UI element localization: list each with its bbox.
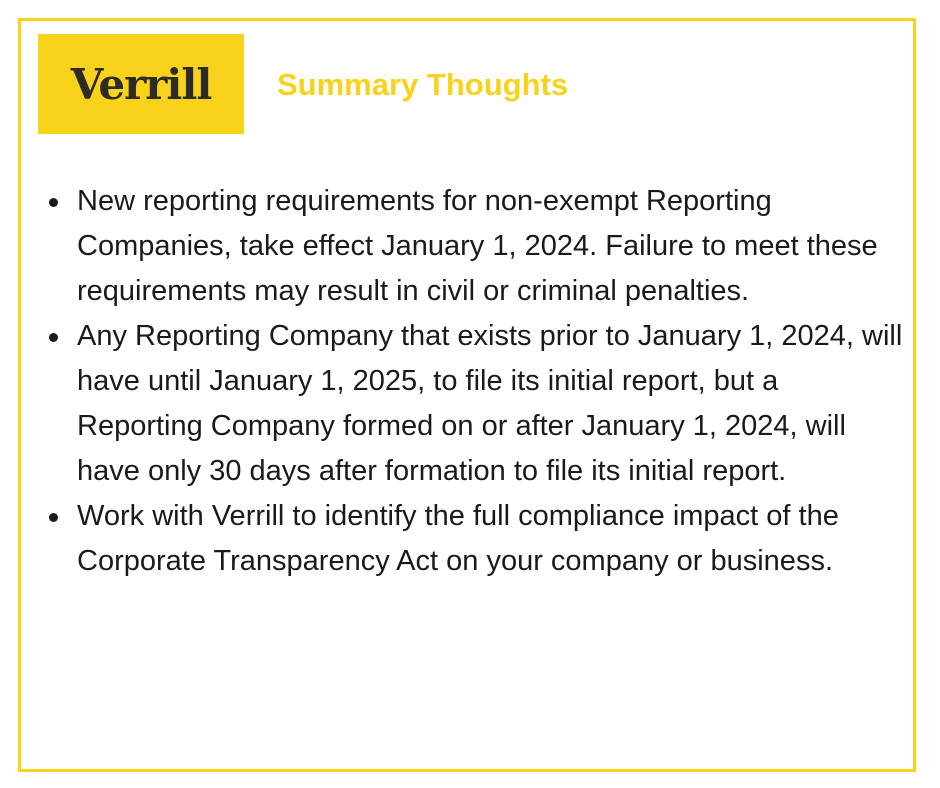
list-item xyxy=(77,179,907,314)
summary-card xyxy=(18,18,916,772)
bullet-icon xyxy=(49,333,58,342)
section-heading: Summary Thoughts xyxy=(277,67,569,102)
summary-list xyxy=(77,179,907,584)
verrill-logo xyxy=(38,34,244,134)
bullet-icon xyxy=(49,198,58,207)
list-item-text: Work with Verrill to identify the full compliance impact of the Corporate Transparency Act on your company or business. xyxy=(77,500,839,577)
logo-wordmark: Verrill xyxy=(70,59,212,109)
list-item-text: Any Reporting Company that exists prior to January 1, 2024, will have until January 1, 2025, to file its initial report, but a Reporting Company formed on or after January 1, 2024, will have only 30 days after formation to file its initial report. xyxy=(77,320,903,487)
list-item xyxy=(77,314,907,494)
bullet-icon xyxy=(49,513,58,522)
list-item-text: New reporting requirements for non-exempt Reporting Companies, take effect January 1, 2024. Failure to meet these requirements may result in civil or criminal penalties. xyxy=(77,185,878,307)
list-item xyxy=(77,494,907,584)
